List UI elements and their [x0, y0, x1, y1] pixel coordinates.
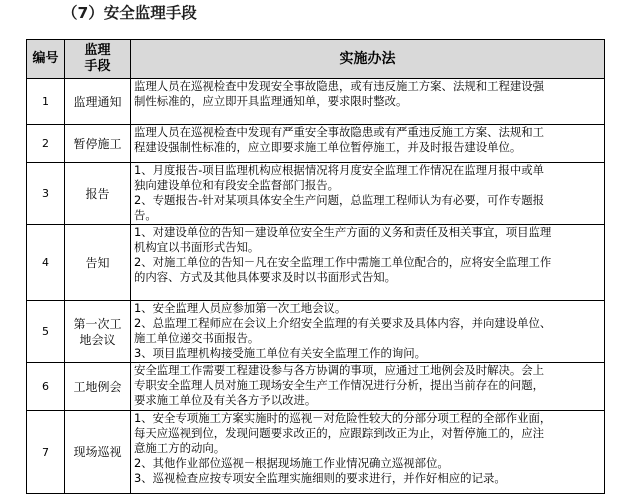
table-row [27, 363, 605, 411]
table-row [27, 163, 605, 225]
implementation-method-cell [131, 163, 605, 225]
implementation-method-cell [131, 301, 605, 363]
supervision-means-cell [65, 125, 131, 163]
header-method: 实施办法 [131, 40, 605, 79]
header-means-line-2: 手段 [84, 59, 111, 74]
method-line: 2、总监理工程师应在会议上介绍安全监理的有关要求及具体内容，并向建设单位、 [134, 316, 552, 330]
row-number: 1 [27, 79, 65, 125]
method-line: 1、安全专项施工方案实施时的巡视－对危险性较大的分部分项工程的全部作业面， [134, 411, 552, 425]
table-row [27, 225, 605, 301]
method-line: 告。 [134, 208, 157, 222]
implementation-method-cell [131, 411, 605, 494]
method-line: 独向建设单位和有段安全监督部门报告。 [134, 178, 340, 192]
implementation-method-cell [131, 79, 605, 125]
row-number: 2 [27, 125, 65, 163]
implementation-method-cell [131, 125, 605, 163]
method-line: 安全监理工作需要工程建设参与各方协调的事项，应通过工地例会及时解决。会上 [134, 363, 545, 377]
supervision-means-cell [65, 301, 131, 363]
table-row [27, 125, 605, 163]
supervision-means-cell [65, 163, 131, 225]
row-number: 5 [27, 301, 65, 363]
row-number: 7 [27, 411, 65, 494]
method-line: 施工单位递交书面报告。 [134, 331, 260, 345]
row-number: 6 [27, 363, 65, 411]
row-number: 3 [27, 163, 65, 225]
method-line: 每天应巡视到位，发现问题要求改正的，应跟踪到改正为止，对暂停施工的，应注 [134, 426, 545, 440]
table-header-row [27, 40, 605, 79]
means-line: 暂停施工 [73, 136, 122, 151]
method-line: 2、对施工单位的告知－凡在安全监理工作中需施工单位配合的，应将安全监理工作 [134, 255, 552, 269]
method-line: 1、月度报告-项目监理机构应根据情况将月度安全监理工作情况在监理月报中或单 [134, 163, 545, 177]
implementation-method-cell [131, 363, 605, 411]
method-line: 2、专题报告-针对某项具体安全生产问题，总监理工程师认为有必要，可作专题报 [134, 193, 545, 207]
means-line: 工地例会 [73, 379, 122, 394]
method-line: 1、安全监理人员应参加第一次工地会议。 [134, 301, 347, 315]
means-line: 报告 [85, 186, 110, 201]
method-line: 机构宜以书面形式告知。 [134, 240, 260, 254]
method-line: 3、项目监理机构接受施工单位有关安全监理工作的询问。 [134, 346, 427, 360]
supervision-means-cell [65, 363, 131, 411]
method-line: 1、对建设单位的告知－建设单位安全生产方面的义务和责任及相关事宜，项目监理 [134, 225, 552, 239]
implementation-method-cell [131, 225, 605, 301]
supervision-means-cell [65, 411, 131, 494]
method-line: 程建设强制性标准的，应立即要求施工单位暂停施工，并及时报告建设单位。 [134, 140, 522, 154]
supervision-means-cell [65, 225, 131, 301]
method-line: 的内容、方式及其他具体要求及时以书面形式告知。 [134, 270, 396, 284]
supervision-means-table [26, 39, 605, 494]
method-line: 意施工方的动向。 [134, 441, 226, 455]
supervision-means-cell [65, 79, 131, 125]
means-line: 现场巡视 [73, 445, 122, 459]
header-means [65, 40, 131, 79]
table-row [27, 79, 605, 125]
table-row [27, 301, 605, 363]
method-line: 2、其他作业部位巡视－根据现场施工作业情况确立巡视部位。 [134, 456, 449, 470]
method-line: 监理人员在巡视检查中发现有严重安全事故隐患或有严重违反施工方案、法规和工 [134, 125, 545, 139]
section-heading: （7）安全监理手段 [62, 4, 197, 22]
method-line: 监理人员在巡视检查中发现安全事故隐患，或有违反施工方案、法规和工程建设强 [134, 79, 545, 93]
means-line: 第一次工 [73, 316, 122, 331]
method-line: 专职安全监理人员对施工现场安全生产工作情况进行分析，提出当前存在的问题， [134, 378, 545, 392]
row-number: 4 [27, 225, 65, 301]
means-line: 告知 [85, 255, 110, 270]
means-line: 监理通知 [73, 94, 122, 109]
method-line: 制性标准的，应立即开具监理通知单，要求限时整改。 [134, 94, 408, 108]
method-line: 3、巡视检查应按专项安全监理实施细则的要求进行，并作好相应的记录。 [134, 471, 506, 485]
header-no: 编号 [27, 40, 65, 79]
method-line: 要求施工单位及有关各方予以改进。 [134, 393, 317, 407]
means-line: 地会议 [79, 332, 116, 347]
header-means-line-1: 监理 [84, 43, 111, 58]
table-row [27, 411, 605, 494]
